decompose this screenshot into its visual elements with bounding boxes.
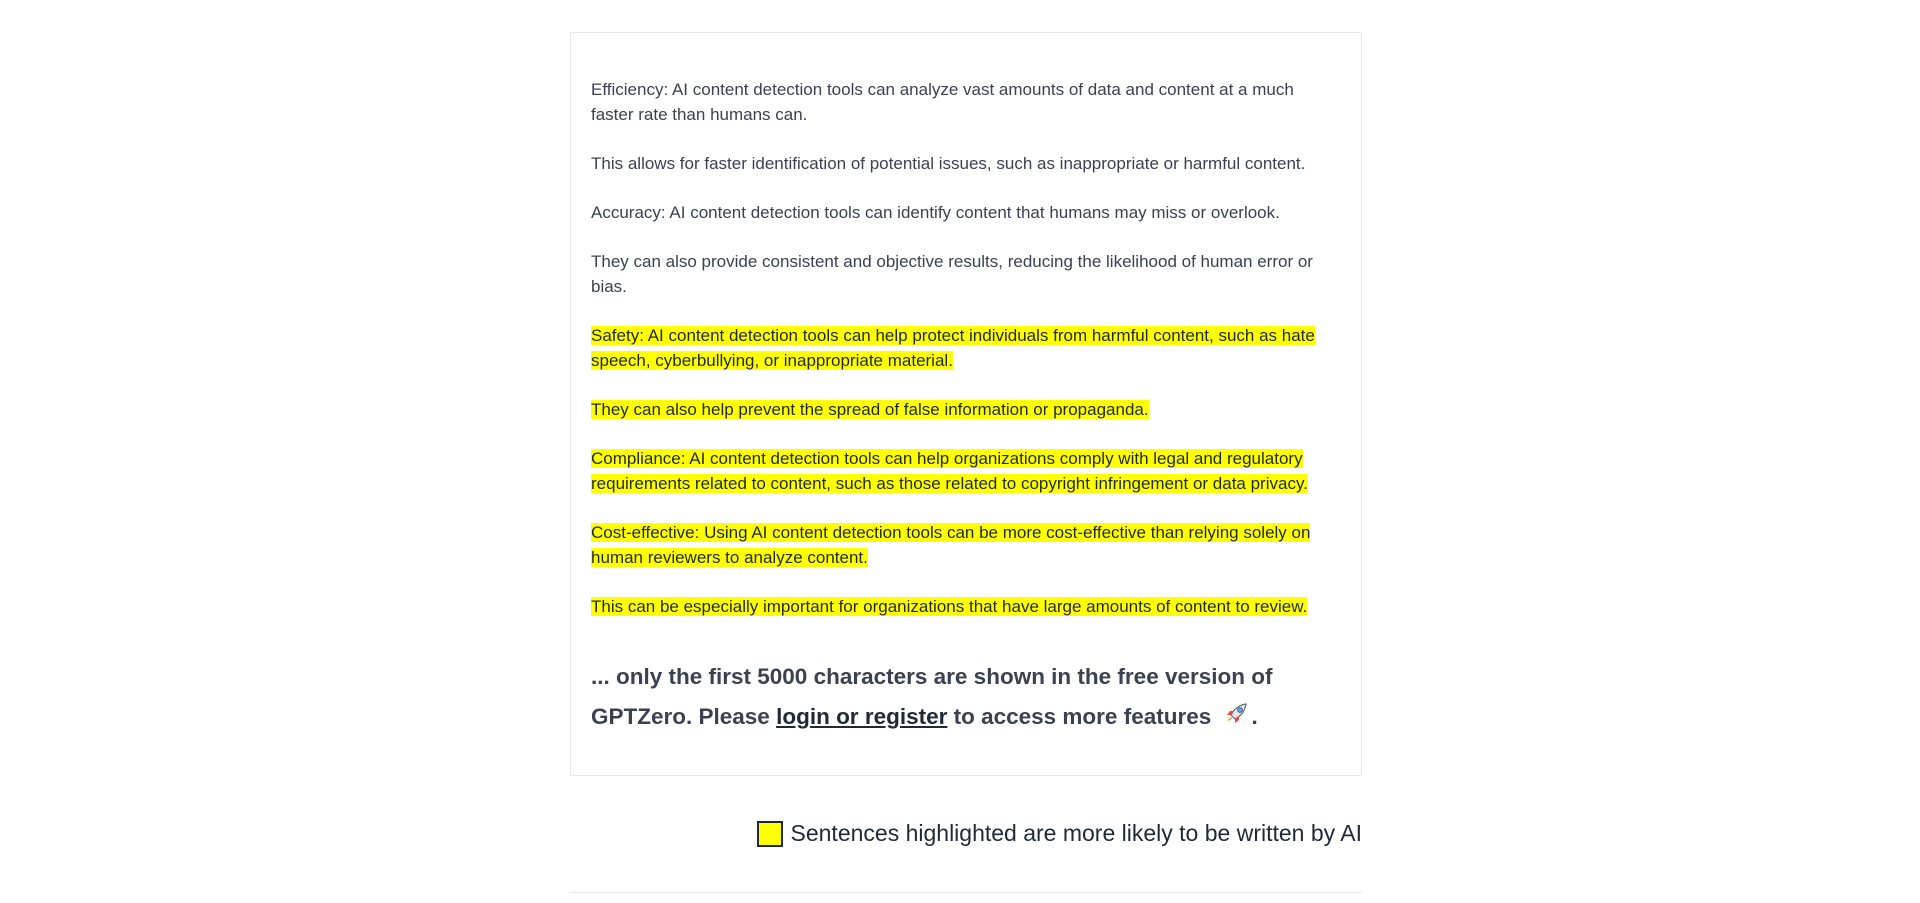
rocket-icon bbox=[1222, 699, 1252, 729]
highlight-swatch bbox=[757, 821, 783, 847]
sentence-text: This allows for faster identification of potential issues, such as inappropriate or harmful content. bbox=[591, 154, 1306, 173]
sentence-text: Cost-effective: Using AI content detection tools can be more cost-effective than relying solely on human reviewers to analyze content. bbox=[591, 523, 1311, 567]
highlighted-sentence bbox=[591, 520, 1341, 570]
sentence-list bbox=[591, 77, 1341, 619]
sentence bbox=[591, 77, 1341, 127]
sentence bbox=[591, 249, 1341, 299]
sentence bbox=[591, 200, 1341, 225]
sentence-text: Compliance: AI content detection tools can help organizations comply with legal and regulatory requirements related to content, such as those related to copyright infringement or data privacy. bbox=[591, 449, 1308, 493]
results-panel bbox=[570, 32, 1362, 776]
sentence-text: Safety: AI content detection tools can help protect individuals from harmful content, such as hate speech, cyberbullying, or inappropriate material. bbox=[591, 326, 1315, 370]
sentence-text: They can also provide consistent and objective results, reducing the likelihood of human error or bias. bbox=[591, 252, 1313, 296]
sentence-text: They can also help prevent the spread of false information or propaganda. bbox=[591, 400, 1149, 419]
highlighted-sentence bbox=[591, 397, 1341, 422]
sentence-text: Efficiency: AI content detection tools can analyze vast amounts of data and content at a much faster rate than humans can. bbox=[591, 80, 1294, 124]
login-register-link[interactable]: login or register bbox=[776, 704, 948, 729]
truncation-text-suffix: to access more features bbox=[947, 704, 1218, 729]
truncation-note bbox=[591, 657, 1343, 737]
divider bbox=[570, 892, 1362, 893]
sentence-text: This can be especially important for organizations that have large amounts of content to review. bbox=[591, 597, 1308, 616]
legend-label: Sentences highlighted are more likely to be written by AI bbox=[790, 820, 1362, 846]
sentence-text: Accuracy: AI content detection tools can identify content that humans may miss or overlook. bbox=[591, 203, 1280, 222]
highlighted-sentence bbox=[591, 446, 1341, 496]
highlighted-sentence bbox=[591, 594, 1341, 619]
sentence bbox=[591, 151, 1341, 176]
highlight-legend bbox=[757, 820, 1363, 847]
highlighted-sentence bbox=[591, 323, 1341, 373]
truncation-text-end: . bbox=[1251, 704, 1258, 729]
truncation-text-prefix: ... only the first 5000 characters are shown in the free version of GPTZero. Please bbox=[591, 664, 1273, 729]
